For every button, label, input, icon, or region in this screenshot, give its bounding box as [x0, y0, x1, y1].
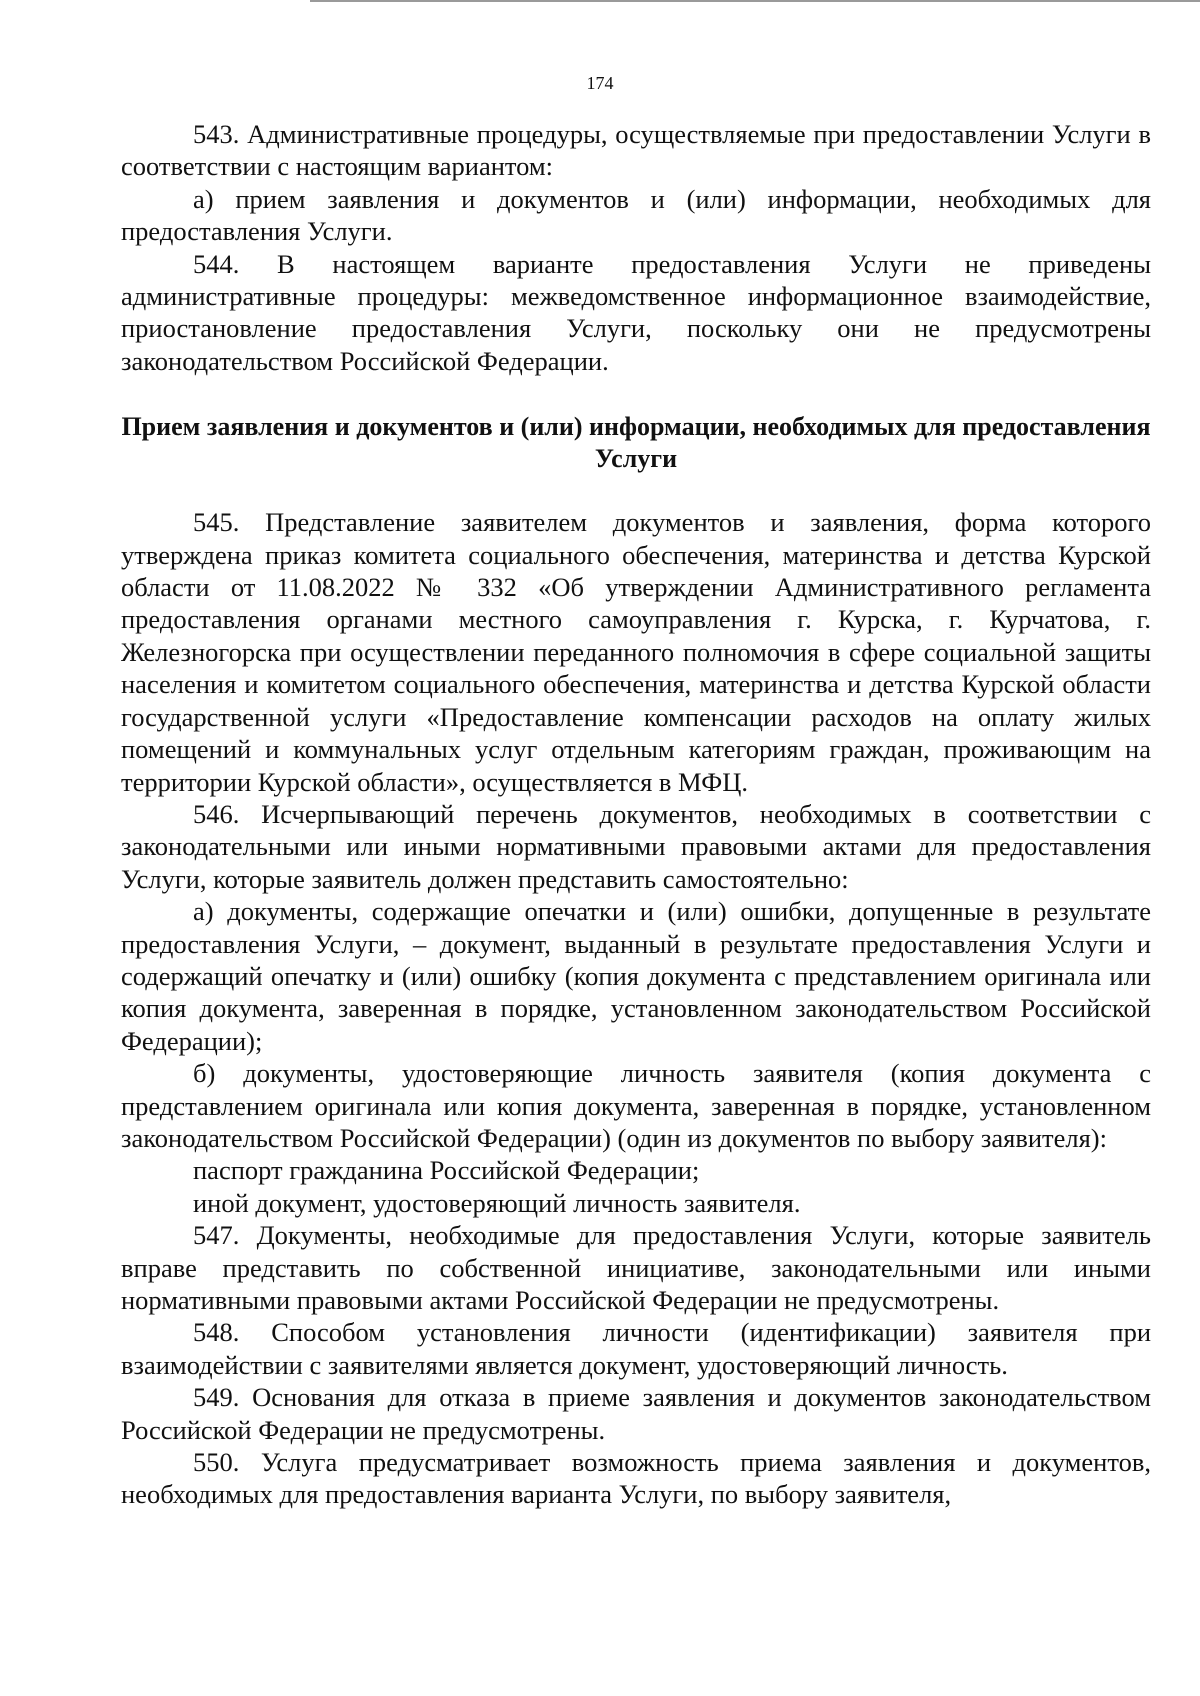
- paragraph-548: 548. Способом установления личности (идентификации) заявителя при взаимодействии с заявителями является документ, удостоверяющий личность.: [121, 1317, 1151, 1380]
- list-item-other-id: иной документ, удостоверяющий личность заявителя.: [193, 1187, 801, 1218]
- paragraph-544: 544. В настоящем варианте предоставления Услуги не приведены административные процедуры: межведомственное информационное взаимодействие, приостановление предоставления Услуги, поскольку они не предусмотрены законодательством Российской Федерации.: [121, 248, 1151, 376]
- paragraph-550: 550. Услуга предусматривает возможность приема заявления и документов, необходимых для предоставления варианта Услуги, по выбору заявителя,: [121, 1447, 1151, 1510]
- paragraph-543: 543. Административные процедуры, осуществляемые при предоставлении Услуги в соответствии с настоящим вариантом:: [121, 119, 1151, 182]
- paragraph-546-b: б) документы, удостоверяющие личность заявителя (копия документа с представлением оригинала или копия документа, заверенная в порядке, установленном законодательством Российской Федерации) (один из документов по выбору заявителя):: [121, 1058, 1151, 1153]
- paragraph-549: 549. Основания для отказа в приеме заявления и документов законодательством Российской Федерации не предусмотрены.: [121, 1382, 1151, 1445]
- paragraph-545: 545. Представление заявителем документов и заявления, форма которого утверждена приказ комитета социального обеспечения, материнства и детства Курской области от 11.08.2022 № 332 «Об утверждении Административного регламента предоставления органами местного самоуправления г. Курска, г. Курчатова, г. Железногорска при осуществлении переданного полномочия в сфере социальной защиты населения и комитетом социального обеспечения, материнства и детства Курской области государственной услуги «Предоставление компенсации расходов на оплату жилых помещений и коммунальных услуг отдельным категориям граждан, проживающим на территории Курской области», осуществляется в МФЦ.: [121, 507, 1151, 797]
- section-heading: Прием заявления и документов и (или) информации, необходимых для предоставления Услуги: [121, 412, 1151, 474]
- paragraph-547: 547. Документы, необходимые для предоставления Услуги, которые заявитель вправе представить по собственной инициативе, законодательными или иными нормативными правовыми актами Российской Федерации не предусмотрены.: [121, 1220, 1151, 1315]
- document-body: [121, 118, 1151, 1511]
- scan-edge-line: [310, 0, 1200, 2]
- paragraph-546-a: а) документы, содержащие опечатки и (или) ошибки, допущенные в результате предоставления Услуги, – документ, выданный в результате предоставления Услуги и содержащий опечатку и (или) ошибку (копия документа с представлением оригинала или копия документа, заверенная в порядке, установленном законодательством Российской Федерации);: [121, 896, 1151, 1056]
- list-item-passport: паспорт гражданина Российской Федерации;: [193, 1155, 700, 1186]
- page-number: 174: [586, 73, 614, 93]
- paragraph-546: 546. Исчерпывающий перечень документов, необходимых в соответствии с законодательными или иными нормативными правовыми актами для предоставления Услуги, которые заявитель должен представить самостоятельно:: [121, 798, 1151, 894]
- paragraph-543-a: а) прием заявления и документов и (или) информации, необходимых для предоставления Услуги.: [121, 183, 1151, 247]
